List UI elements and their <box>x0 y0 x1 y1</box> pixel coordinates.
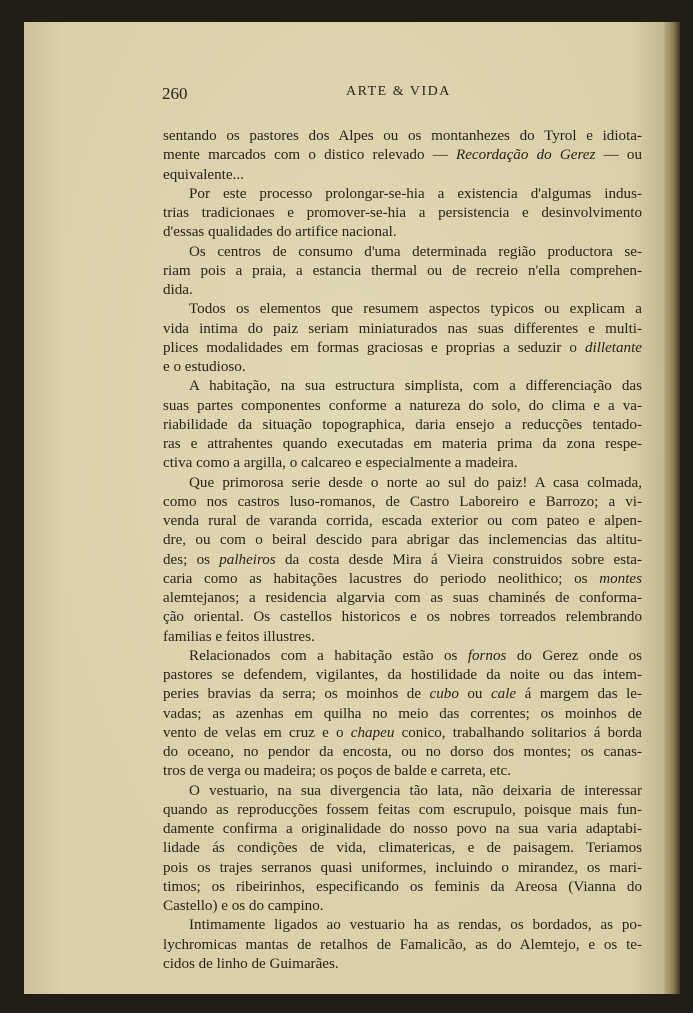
text-fragment: ras e attrahentes quando executadas em materia prima da zona respe- <box>163 436 642 452</box>
text-line <box>163 589 642 608</box>
text-line <box>163 397 642 416</box>
text-fragment: riam pois a praia, a estancia thermal ou de recreio n'ella comprehen- <box>163 262 642 279</box>
text-fragment: cale <box>490 686 517 703</box>
text-line <box>163 782 642 801</box>
text-line <box>163 435 642 454</box>
text-fragment: familias e feitos illustres. <box>163 628 315 645</box>
text-line <box>163 204 642 223</box>
text-line <box>163 127 642 146</box>
text-fragment: caria como as habitações lacustres do periodo neolithico; os <box>163 570 600 587</box>
text-fragment: des; os <box>163 551 220 568</box>
text-fragment: Intimamente ligados ao vestuario ha as rendas, os bordados, as po- <box>189 917 642 934</box>
page-edge-shadow <box>664 22 680 994</box>
text-fragment: Recordação do Gerez <box>456 147 596 164</box>
text-fragment: e o estudioso. <box>163 359 246 375</box>
text-fragment: do oceano, no pendor da encosta, ou no dorso dos montes; os canas- <box>163 744 642 760</box>
text-line <box>163 685 642 704</box>
text-line <box>163 262 642 281</box>
text-fragment: Relacionados com a habitação estão os <box>189 647 468 664</box>
text-line <box>163 223 642 242</box>
text-fragment: cubo <box>429 686 459 703</box>
page-header <box>140 84 640 106</box>
text-fragment: conico, trabalhando solitarios á borda <box>394 724 642 741</box>
text-line <box>163 185 642 204</box>
text-fragment: dilletante <box>584 339 642 356</box>
text-fragment: O vestuario, na sua divergencia tão lata, não deixaria de interessar <box>189 782 642 799</box>
text-line <box>163 493 642 512</box>
text-line <box>163 243 642 262</box>
text-line <box>163 743 642 762</box>
text-line <box>163 570 642 589</box>
text-fragment: fornos <box>467 647 507 664</box>
text-line <box>163 878 642 897</box>
text-fragment: do Gerez onde os <box>506 647 642 664</box>
text-fragment: da costa desde Mira á Vieira construidos sobre esta- <box>275 551 642 568</box>
text-fragment: lidade ás condições de vida, climatericas, e de paisagem. Teriamos <box>163 840 642 857</box>
text-line <box>163 859 642 878</box>
text-fragment: Todos os elementos que resumem aspectos typicos ou explicam a <box>189 301 642 318</box>
text-fragment: Por este processo prolongar-se-hia a existencia d'algumas indus- <box>189 185 642 202</box>
text-fragment: peries bravias da serra; os moinhos de <box>163 686 430 703</box>
text-line <box>163 377 642 396</box>
text-fragment: suas partes componentes conforme a natureza do solo, do clima e a va- <box>163 397 642 414</box>
text-fragment: lychromicas mantas de retalhos de Famalicão, as do Alemtejo, e os te- <box>163 936 642 953</box>
text-fragment: cidos de linho de Guimarães. <box>163 955 339 972</box>
text-line <box>163 166 642 185</box>
text-fragment: Castello) e os do campino. <box>163 898 324 914</box>
text-fragment: pastores se defendem, vigilantes, da hostilidade da noite ou das intem- <box>163 667 642 683</box>
text-fragment: A habitação, na sua estructura simplista, com a differenciação das <box>189 378 642 395</box>
text-line <box>163 146 642 165</box>
text-line <box>163 897 642 916</box>
text-fragment: á margem das le- <box>516 686 643 703</box>
text-line <box>163 705 642 724</box>
text-line <box>163 839 642 858</box>
text-line <box>163 531 642 550</box>
text-fragment: palheiros <box>219 551 276 568</box>
text-fragment: chapeu <box>350 724 395 741</box>
text-fragment: Os centros de consumo d'uma determinada região productora se- <box>189 243 642 260</box>
text-fragment: vento de velas em cruz e o <box>163 724 351 741</box>
text-fragment: ção oriental. Os castellos historicos e os nobres torreados relembrando <box>163 609 642 626</box>
text-line <box>163 801 642 820</box>
text-fragment: venda rural de varanda corrida, escada exterior ou com pateo e alpen- <box>163 513 642 529</box>
text-line <box>163 281 642 300</box>
text-fragment: mente marcados com o distico relevado — <box>163 147 457 164</box>
text-line <box>163 628 642 647</box>
text-line <box>163 955 642 974</box>
text-line <box>163 320 642 339</box>
text-line <box>163 512 642 531</box>
text-fragment: equivalente... <box>163 166 244 183</box>
text-fragment: quando as reproducções fossem feitas com escrupulo, poisque mais fun- <box>163 801 642 818</box>
text-fragment: vadas; as azenhas em quilha no meio das correntes; os moinhos de <box>163 705 642 722</box>
text-fragment: tros de verga ou madeira; os poços de balde e carreta, etc. <box>163 763 511 780</box>
text-line <box>163 666 642 685</box>
text-fragment: riabilidade da situação topographica, daria ensejo a reducções tentado- <box>163 416 642 433</box>
text-fragment: sentando os pastores dos Alpes ou os montanhezes do Tyrol e idiota- <box>163 128 642 144</box>
page-number: 260 <box>162 84 188 103</box>
text-fragment: montes <box>599 570 642 587</box>
text-line <box>163 339 642 358</box>
text-fragment: ctiva como a argilla, o calcareo e especialmente a madeira. <box>163 455 518 472</box>
text-fragment: Que primorosa serie desde o norte ao sul do paiz! A casa colmada, <box>189 474 642 491</box>
text-fragment: damente confirma a originalidade do nosso povo na sua varia adaptabi- <box>163 821 642 837</box>
text-line <box>163 820 642 839</box>
text-fragment: plices modalidades em formas graciosas e proprias a seduzir o <box>163 339 585 356</box>
text-fragment: d'essas qualidades do artifice nacional. <box>163 224 397 241</box>
text-line <box>163 936 642 955</box>
text-fragment: trias tradicionaes e promover-se-hia a persistencia e desinvolvimento <box>163 205 642 221</box>
text-line <box>163 724 642 743</box>
text-line <box>163 762 642 781</box>
text-fragment: como nos castros luso-romanos, de Castro Laboreiro e Barrozo; a vi- <box>163 493 642 510</box>
text-line <box>163 454 642 473</box>
text-line <box>163 551 642 570</box>
running-title: ARTE & VIDA <box>346 84 451 99</box>
text-fragment: pois os trajes serranos quasi uniformes, incluindo o mirandez, os mari- <box>163 859 642 876</box>
text-line <box>163 608 642 627</box>
body-text <box>163 127 642 974</box>
text-fragment: timos; os ribeirinhos, especificando os feminis da Areosa (Vianna do <box>163 878 642 895</box>
text-line <box>163 358 642 377</box>
text-fragment: alemtejanos; a residencia algarvia com as suas chaminés de conforma- <box>163 590 642 606</box>
text-fragment: dida. <box>163 282 193 298</box>
text-line <box>163 647 642 666</box>
text-fragment: ou <box>458 686 491 703</box>
text-fragment: vida intima do paiz seriam miniaturados nas suas differentes e multi- <box>163 320 642 337</box>
text-line <box>163 474 642 493</box>
text-fragment: dre, ou com o beiral descido para abrigar das inclemencias das altitu- <box>163 532 642 549</box>
text-line <box>163 416 642 435</box>
text-fragment: — ou <box>595 147 642 164</box>
text-line <box>163 916 642 935</box>
text-line <box>163 300 642 319</box>
